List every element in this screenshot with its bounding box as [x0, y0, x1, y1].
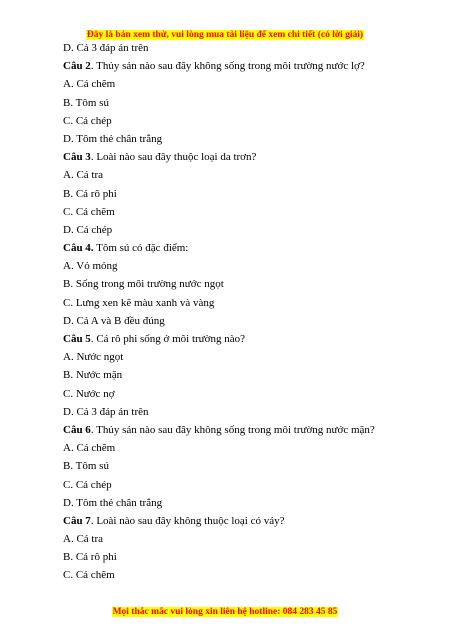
answer-option	[63, 530, 433, 548]
answer-option	[63, 166, 433, 184]
option-text: C. Cá chép	[63, 478, 112, 491]
option-text: B. Tôm sú	[63, 460, 109, 473]
question-line	[63, 239, 433, 257]
option-text: B. Nước mặn	[63, 369, 123, 382]
question-number: Câu 5	[63, 333, 91, 345]
question-text: . Thủy sản nào sau đây không sống trong môi trường nước lợ?	[90, 60, 365, 73]
option-text: D. Cả A và B đều đúng	[63, 314, 165, 327]
answer-option	[63, 366, 433, 384]
question-number: Câu 7	[63, 514, 91, 527]
option-text: B. Cá rô phi	[63, 551, 117, 564]
question-line	[63, 512, 433, 530]
option-text: D. Tôm thẻ chân trắng	[63, 132, 163, 145]
question-number: Câu 6	[63, 423, 91, 436]
answer-option	[63, 185, 433, 203]
answer-option	[63, 566, 433, 584]
question-list	[63, 39, 433, 585]
question-number: Câu 4.	[63, 242, 94, 255]
option-text: A. Vỏ mỏng	[63, 260, 118, 273]
question-line	[63, 330, 433, 348]
answer-option	[63, 403, 433, 421]
option-text: A. Cá tra	[63, 533, 104, 546]
answer-option	[63, 112, 433, 130]
question-line	[63, 57, 433, 75]
answer-option	[63, 457, 433, 475]
question-text: Tôm sú có đặc điểm:	[93, 242, 189, 255]
option-text: A. Cá chẽm	[63, 78, 116, 91]
answer-option	[63, 294, 433, 312]
option-text: C. Cá chép	[63, 114, 112, 127]
answer-option	[63, 94, 433, 112]
question-line	[63, 148, 433, 166]
answer-option	[63, 476, 433, 494]
preview-notice-text: Đây là bản xem thử, vui lòng mua tài liệu để xem chi tiết (có lời giải)	[86, 30, 364, 40]
option-text: D. Cả 3 đáp án trên	[63, 405, 149, 418]
hotline-text: Mọi thắc mắc vui lòng xin liên hệ hotline: 084 283 45 85	[112, 607, 338, 617]
answer-option	[63, 130, 433, 148]
question-text: . Loài nào sau đây thuộc loại da trơn?	[90, 151, 257, 164]
option-text: C. Nước nợ	[63, 387, 115, 400]
option-text: C. Lưng xen kẽ màu xanh và vàng	[63, 296, 215, 309]
option-text: A. Nước ngọt	[63, 351, 124, 364]
question-text: . Loài nào sau đây không thuộc loại có vảy?	[90, 514, 285, 527]
answer-option	[63, 203, 433, 221]
answer-option	[63, 548, 433, 566]
question-line	[63, 421, 433, 439]
option-text: C. Cá chẽm	[63, 205, 115, 218]
answer-option	[63, 39, 433, 57]
answer-option	[63, 439, 433, 457]
question-text: . Thủy sản nào sau đây không sống trong môi trường nước mặn?	[90, 423, 375, 436]
option-text: D. Cá chép	[63, 223, 113, 236]
question-text: . Cá rô phi sống ở môi trường nào?	[90, 333, 245, 345]
answer-option	[63, 494, 433, 512]
option-text: C. Cá chẽm	[63, 569, 115, 582]
option-text: A. Cá tra	[63, 169, 104, 182]
question-number: Câu 3	[63, 151, 91, 164]
option-text: A. Cá chẽm	[63, 442, 116, 455]
answer-option	[63, 348, 433, 366]
answer-option	[63, 221, 433, 239]
option-text: B. Cá rô phi	[63, 187, 117, 200]
option-text: B. Sống trong môi trường nước ngọt	[63, 278, 224, 291]
answer-option	[63, 385, 433, 403]
answer-option	[63, 75, 433, 93]
option-text: B. Tôm sú	[63, 96, 109, 109]
answer-option	[63, 275, 433, 293]
question-number: Câu 2	[63, 60, 91, 73]
answer-option	[63, 312, 433, 330]
hotline-banner	[0, 601, 450, 619]
option-text: D. Tôm thẻ chân trắng	[63, 496, 163, 509]
answer-option	[63, 257, 433, 275]
option-text: D. Cả 3 đáp án trên	[63, 42, 149, 54]
